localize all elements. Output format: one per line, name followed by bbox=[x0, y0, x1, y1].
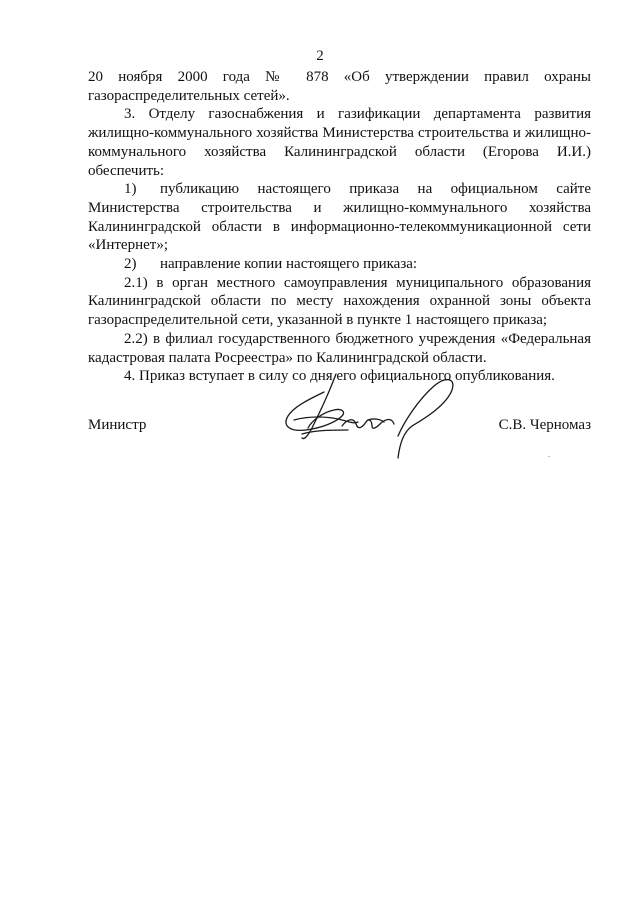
paragraph-3-line: жилищно-коммунального хозяйства Министерства строительства и жилищно- bbox=[88, 125, 591, 142]
page-number: 2 bbox=[316, 48, 324, 64]
signatory-name: С.В. Черномаз bbox=[498, 417, 591, 433]
document-body bbox=[88, 68, 591, 386]
list-item-2 bbox=[88, 255, 591, 274]
scan-speck bbox=[548, 456, 550, 457]
sub-item-2-2-line: кадастровая палата Росреестра» по Калининградской области. bbox=[88, 349, 487, 366]
paragraph-4: 4. Приказ вступает в силу со дня его официального опубликования. bbox=[124, 368, 555, 385]
paragraph-3-line: обеспечить: bbox=[88, 162, 165, 179]
paragraph-3-line: 3. Отделу газоснабжения и газификации департамента развития bbox=[124, 106, 591, 123]
paragraph-3-line: коммунального хозяйства Калининградской области (Егорова И.И.) bbox=[88, 143, 591, 160]
paragraph-1-line: 20 ноября 2000 года № 878 «Об утверждении правил охраны bbox=[88, 69, 591, 85]
list-item-1-line: Министерства строительства и жилищно-коммунального хозяйства bbox=[88, 199, 591, 216]
signatory-title: Министр bbox=[88, 417, 147, 433]
list-item-text: публикацию настоящего приказа на официальном сайте bbox=[160, 181, 591, 198]
list-item-1-line: «Интернет»; bbox=[88, 237, 168, 254]
list-item-text: направление копии настоящего приказа: bbox=[160, 256, 418, 273]
sub-item-2-1-line: Калининградской области по месту нахождения охранной зоны объекта bbox=[88, 293, 591, 310]
list-item-number: 1) bbox=[124, 181, 137, 198]
sub-item-2-1-line: 2.1) в орган местного самоуправления муниципального образования bbox=[124, 274, 591, 291]
signature-block bbox=[88, 416, 591, 438]
sub-item-2-1-line: газораспределительной сети, указанной в пункте 1 настоящего приказа; bbox=[88, 312, 548, 329]
list-item-1 bbox=[88, 180, 591, 199]
paragraph-1-line: газораспределительных сетей». bbox=[88, 87, 290, 104]
list-item-number: 2) bbox=[124, 256, 137, 273]
sub-item-2-2-line: 2.2) в филиал государственного бюджетного учреждения «Федеральная bbox=[124, 330, 591, 347]
list-item-1-line: Калининградской области в информационно-телекоммуникационной сети bbox=[88, 218, 591, 235]
